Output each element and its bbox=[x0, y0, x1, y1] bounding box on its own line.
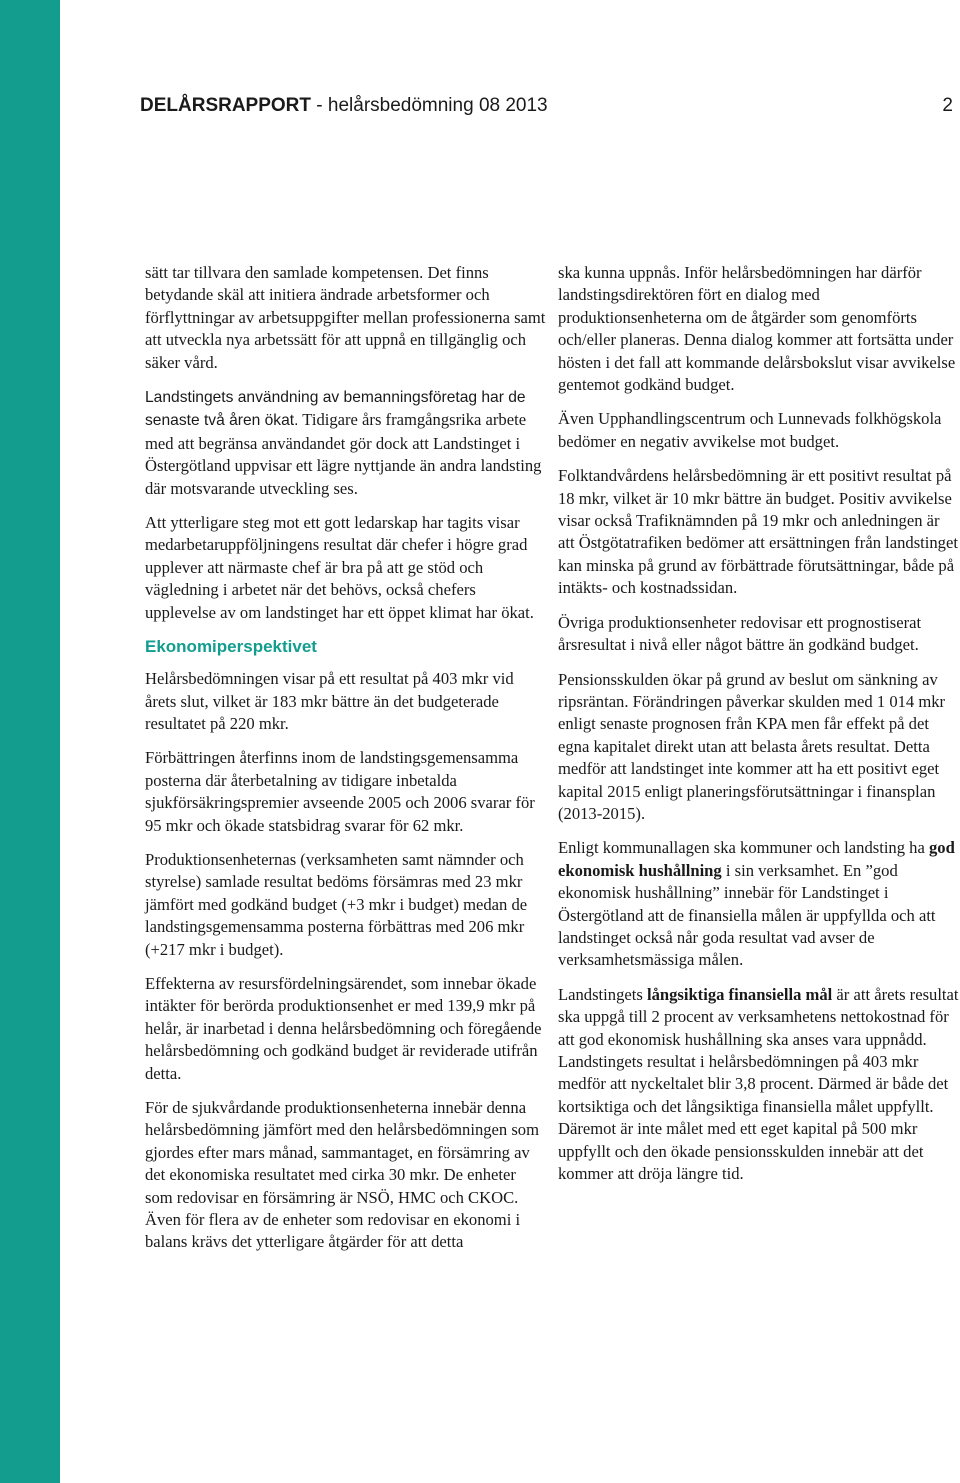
paragraph: För de sjukvårdande produktionsenheterna innebär denna helårsbedömning jämfört med den helårsbedömningen som gjordes efter mars månad, sammantaget, en försämring av det ekonomiska resultatet med cirka 30 mkr. De enheter som redovisar en försämring är NSÖ, HMC och CKOC. Även för flera av de enheter som redovisar en ekonomi i balans krävs det ytterligare åtgärder för att detta bbox=[145, 1098, 540, 1252]
page-header bbox=[140, 95, 956, 117]
paragraph bbox=[558, 984, 960, 1186]
left-column bbox=[145, 262, 547, 1266]
report-title-rest: - helårsbedömning 08 2013 bbox=[311, 95, 548, 116]
bold-term: god ekonomisk hushållning bbox=[558, 838, 955, 880]
paragraph: Även Upphandlingscentrum och Lunnevads folkhögskola bedömer en negativ avvikelse mot budget. bbox=[558, 409, 942, 451]
paragraph-text: är att årets resultat ska uppgå till 2 procent av verksamhetens nettokostnad för att god ekonomisk hushållning ska anses vara uppnådd. Landstingets resultat i helårsbedömningen på 403 mkr medför att nyckeltalet blir 3,8 procent. Därmed är både det kortsiktiga och det långsiktiga finansiella målet uppfyllt. Däremot är inte målet med ett eget kapital på 500 mkr uppfyllt och den ökade pensionsskulden innebär att det kommer att dröja längre tid. bbox=[558, 984, 959, 1184]
paragraph: Pensionsskulden ökar på grund av beslut om sänkning av ripsräntan. Förändringen påverkar skulden med 1 014 mkr enligt senaste prognosen från KPA men får effekt på det egna kapitalet direkt utan att belasta årets resultat. Detta medför att landstinget inte kommer att ha ett positivt eget kapital 2015 enligt planeringsförutsättningar i finansplan (2013-2015). bbox=[558, 669, 946, 823]
section-heading: Ekonomiperspektivet bbox=[145, 637, 317, 657]
paragraph bbox=[145, 386, 547, 500]
paragraph: Förbättringen återfinns inom de landstingsgemensamma posterna där återbetalning av tidigare inbetalda sjukförsäkringspremier avseende 2005 och 2006 svarar för 95 mkr och ökade statsbidrag svarar för 62 mkr. bbox=[145, 748, 535, 835]
paragraph-text: Tidigare års framgångsrika arbete med att begränsa användandet gör dock att Landstinget i Östergötland uppvisar ett lägre nyttjande än andra landsting där motsvarande utveckling ses. bbox=[145, 410, 542, 498]
report-title bbox=[140, 95, 548, 117]
paragraph-text: Enligt kommunallagen ska kommuner och landsting ha bbox=[558, 838, 929, 858]
page-number: 2 bbox=[942, 95, 953, 116]
paragraph: sätt tar tillvara den samlade kompetensen. Det finns betydande skäl att initiera ändrade arbetsformer och förflyttningar av arbetsuppgifter mellan professionerna samt att utveckla nya arbetssätt för att uppnå en tillgänglig och säker vård. bbox=[145, 263, 546, 372]
paragraph: Effekterna av resursfördelningsärendet, som innebar ökade intäkter för berörda produktionsenhet er med 139,9 mkr på helår, är inarbetad i denna helårsbedömning och föregående helårsbedömning och godkänd budget är reviderade utifrån detta. bbox=[145, 973, 542, 1083]
bold-term: långsiktiga finansiella mål bbox=[646, 984, 833, 1004]
paragraph-text: Landstingets bbox=[558, 984, 647, 1004]
paragraph bbox=[558, 837, 960, 971]
paragraph: Att ytterligare steg mot ett gott ledarskap har tagits visar medarbetaruppföljningens resultat där chefer i högre grad upplever att närmaste chef är bra på att ge stöd och vägledning i arbetet när det behövs, också chefers upplevelse av om landstinget har ett öppet klimat har ökat. bbox=[145, 513, 534, 622]
paragraph: Övriga produktionsenheter redovisar ett prognostiserat årsresultat i nivå eller något bättre än godkänd budget. bbox=[558, 612, 922, 655]
paragraph-text: i sin verksamhet. En ”god ekonomisk hushållning” innebär för Landstinget i Östergötland att de finansiella målen är uppfyllda och att landstinget också når goda resultat vad avser de verksamhetsmässiga målen. bbox=[558, 860, 936, 970]
paragraph-lead: Landstingets användning av bemanningsföretag har de senaste två åren ökat. bbox=[145, 389, 526, 430]
right-column bbox=[558, 262, 960, 1197]
paragraph: ska kunna uppnås. Inför helårsbedömningen har därför landstingsdirektören fört en dialog med produktionsenheterna om de åtgärder som genomförts och/eller planeras. Denna dialog kommer att fortsätta under hösten i det fall att kommande delårsbokslut visar avvikelse gentemot godkänd budget. bbox=[558, 263, 956, 395]
paragraph: Folktandvårdens helårsbedömning är ett positivt resultat på 18 mkr, vilket är 10 mkr bättre än budget. Positiv avvikelse visar också Trafiknämnden på 19 mkr och anledningen är att Östgötatrafiken bedömer att ersättningen från landstinget kan minska på grund av förbättrade förutsättningar, både på intäkts- och kostnadssidan. bbox=[558, 466, 958, 598]
paragraph: Helårsbedömningen visar på ett resultat på 403 mkr vid årets slut, vilket är 183 mkr bättre än det budgeterade resultatet på 220 mkr. bbox=[145, 669, 514, 733]
sidebar-accent-bar bbox=[0, 0, 60, 1483]
paragraph: Produktionsenheternas (verksamheten samt nämnder och styrelse) samlade resultat bedöms försämras med 23 mkr jämfört med godkänd budget (+3 mkr i budget) medan de landstingsgemensamma posterna förbättras med 206 mkr (+217 mkr i budget). bbox=[145, 849, 528, 959]
report-title-strong: DELÅRSRAPPORT bbox=[140, 95, 312, 116]
